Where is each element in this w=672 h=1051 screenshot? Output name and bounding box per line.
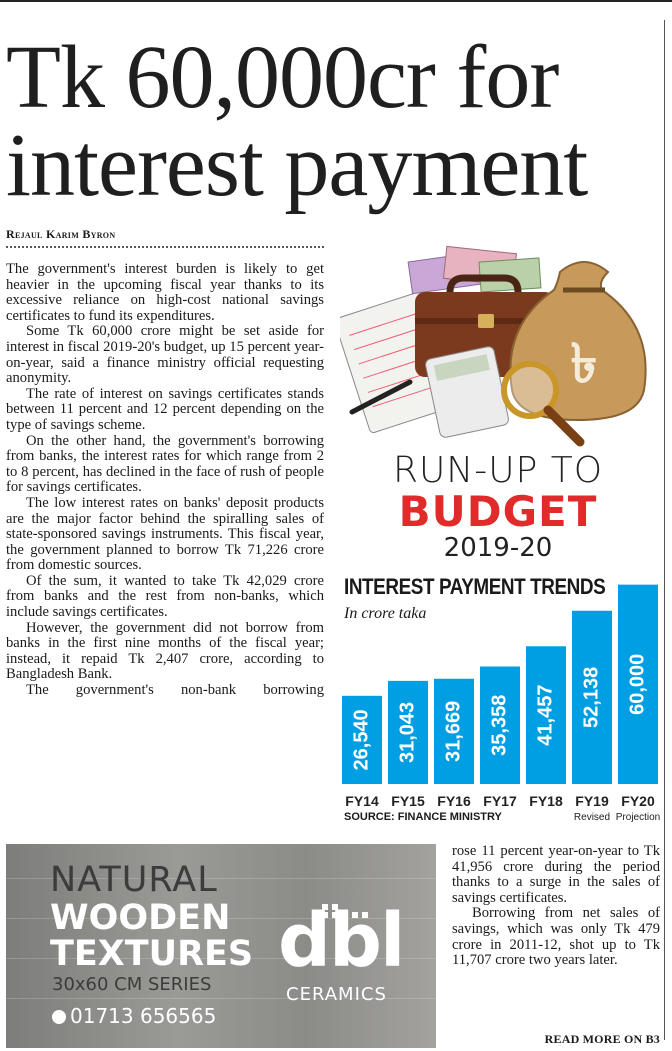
chart-subtitle: In crore taka (344, 605, 427, 622)
ad-brand: dbl (278, 898, 404, 984)
chart-value-label: 35,358 (488, 694, 511, 756)
read-more-link[interactable]: READ MORE ON B3 (544, 1032, 660, 1046)
chart-category-label: FY18 (529, 793, 563, 809)
phone-icon (52, 1010, 66, 1024)
runup-line2: BUDGET (398, 487, 598, 536)
chart-value-label: 31,043 (396, 701, 419, 764)
advertisement (6, 844, 436, 1048)
ad-phone-number: 01713 656565 (70, 1004, 217, 1028)
chart-value-label: 31,669 (442, 700, 465, 762)
article-column-2 (452, 844, 660, 969)
runup-line1: RUN-UP TO (392, 450, 604, 491)
paragraph: Borrowing from net sales of savings, which was only Tk 479 crore in 2011-12, shot up to Tk 11,707 crore two years later. (452, 905, 660, 969)
chart-value-label: 60,000 (626, 653, 649, 715)
ad-line4: 30x60 CM SERIES (52, 974, 212, 995)
chart-category-label: FY17 (483, 793, 517, 809)
chart-category-label: FY16 (437, 793, 471, 809)
masthead-band (0, 0, 672, 14)
chart-category-note: Projection (615, 812, 661, 823)
paragraph: rose 11 percent year-on-year to Tk 41,956 crore during the period thanks to a surge in the sales of savings certificates. (452, 843, 660, 906)
chart-category-label: FY15 (391, 793, 425, 809)
paragraph: Some Tk 60,000 crore might be set aside for interest in fiscal 2019-20's budget, up 15 percent year-on-year, said a finance ministry official requesting anonymity. (6, 323, 324, 387)
svg-text:৳: ৳ (570, 332, 598, 395)
paragraph: On the other hand, the government's borrowing from banks, the interest rates for which range from 2 to 8 percent, has declined in the face of rush of people for savings certificates. (6, 432, 324, 496)
budget-illustration (340, 232, 656, 452)
runup-banner (340, 452, 656, 562)
chart-title: INTEREST PAYMENT TRENDS (344, 574, 606, 599)
paragraph: The government's interest burden is likely to get heavier in the upcoming fiscal year thanks to its excessive reliance on high-cost national savings certificates to fund its expenditures. (6, 261, 324, 324)
byline: Rejaul Karim Byron (6, 227, 116, 241)
paragraph: The government's non-bank borrowing (26, 682, 324, 699)
banknotes-icon (408, 246, 541, 293)
chart-source: SOURCE: FINANCE MINISTRY (344, 811, 502, 823)
paragraph: The rate of interest on savings certificates stands between 11 percent and 12 percent depending on the type of savings scheme. (6, 385, 324, 433)
headline: Tk 60,000cr for interest payment (6, 28, 588, 215)
chart-category-label: FY19 (575, 793, 609, 809)
ad-phone (52, 1004, 216, 1028)
paragraph: However, the government did not borrow from banks in the first nine months of the fiscal year; instead, it repaid Tk 2,407 crore, according to Bangladesh Bank. (6, 619, 324, 683)
ad-line2: WOODEN (50, 898, 231, 938)
chart-value-label: 41,457 (534, 684, 557, 746)
article-column-1 (6, 262, 324, 699)
ad-line3: TEXTURES (50, 934, 254, 974)
paragraph: The low interest rates on banks' deposit products are the major factor behind the spiralling sales of state-sponsored savings instruments. This fiscal year, the government planned to borrow Tk 71,226 crore from domestic sources. (6, 494, 324, 574)
chart-category-label: FY14 (345, 793, 379, 809)
ad-brand-sub: CERAMICS (286, 984, 387, 1005)
byline-divider (6, 246, 324, 248)
ad-line1: NATURAL (50, 860, 218, 900)
interest-chart (340, 570, 664, 832)
runup-line3: 2019-20 (443, 533, 553, 563)
chart-category-label: FY20 (621, 793, 655, 809)
paragraph: Of the sum, it wanted to take Tk 42,029 crore from banks and the rest from non-banks, which include savings certificates. (6, 572, 324, 621)
chart-value-label: 52,138 (580, 666, 603, 728)
chart-value-label: 26,540 (350, 709, 373, 771)
top-rule (0, 0, 672, 2)
chart-category-note: Revised (573, 812, 611, 823)
